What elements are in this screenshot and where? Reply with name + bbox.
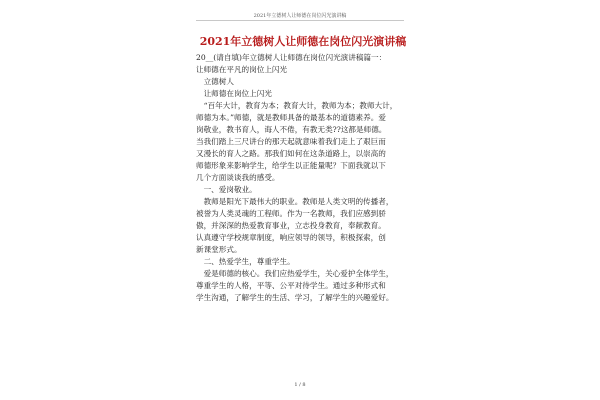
body-line: 教师是阳光下最伟大的职业。教师是人类文明的传播者，: [196, 197, 394, 206]
body-line: 爱是师德的核心。我们应热爱学生，关心爱护全体学生，: [196, 269, 394, 278]
page-number: 1 / 8: [294, 382, 306, 388]
body-line: 又漫长的育人之路。那我们如何在这条道路上，以崇高的: [196, 149, 386, 158]
document-body: [196, 52, 410, 304]
body-line: 傲，并深深的热爱教育事业，立志投身教育，奉献教育。: [196, 221, 386, 230]
body-line: 20__(请自填)年立德树人让师德在岗位闪光演讲稿篇一：: [196, 53, 387, 62]
body-line: 几个方面谈谈我的感受。: [196, 173, 280, 182]
body-line: 学生沟通，了解学生的生活、学习，了解学生的兴趣爱好。: [196, 293, 394, 302]
body-line: 当我们踏上三尺讲台的那天起就意味着我们走上了艰巨而: [196, 137, 386, 146]
body-line: 新课堂形式。: [196, 245, 242, 254]
page-header: 2021年立德树人让师德在岗位闪光演讲稿: [253, 13, 347, 19]
body-line: 二、热爱学生，尊重学生。: [196, 257, 295, 266]
document-title: 2021年立德树人让师德在岗位闪光演讲稿: [199, 35, 407, 48]
body-line: 被誉为人类灵魂的工程师。作为一名教师，我们应感到骄: [196, 209, 386, 218]
body-line: 尊重学生的人格，平等、公平对待学生。通过多种形式和: [196, 281, 386, 290]
body-line: 立德树人: [196, 77, 234, 86]
body-line: 一、爱岗敬业。: [196, 185, 257, 194]
body-line: 岗敬业，教书育人，诲人不倦，有教无类??这都是师德。: [196, 125, 387, 134]
body-line: 让师德在岗位上闪光: [196, 89, 272, 98]
header-divider: [196, 20, 404, 21]
body-line: 师德形象来影响学生，给学生以正能量呢？下面我就以下: [196, 161, 386, 170]
body-line: 让师德在平凡的岗位上闪光: [196, 65, 288, 74]
body-line: 认真遵守学校规章制度，响应领导的领导，积极探索，创: [196, 233, 386, 242]
body-line: 师德为本。”师德，就是教师具备的最基本的道德素养。爱: [196, 113, 386, 122]
body-line: “百年大计，教育为本；教育大计，教师为本；教师大计，: [196, 101, 398, 110]
